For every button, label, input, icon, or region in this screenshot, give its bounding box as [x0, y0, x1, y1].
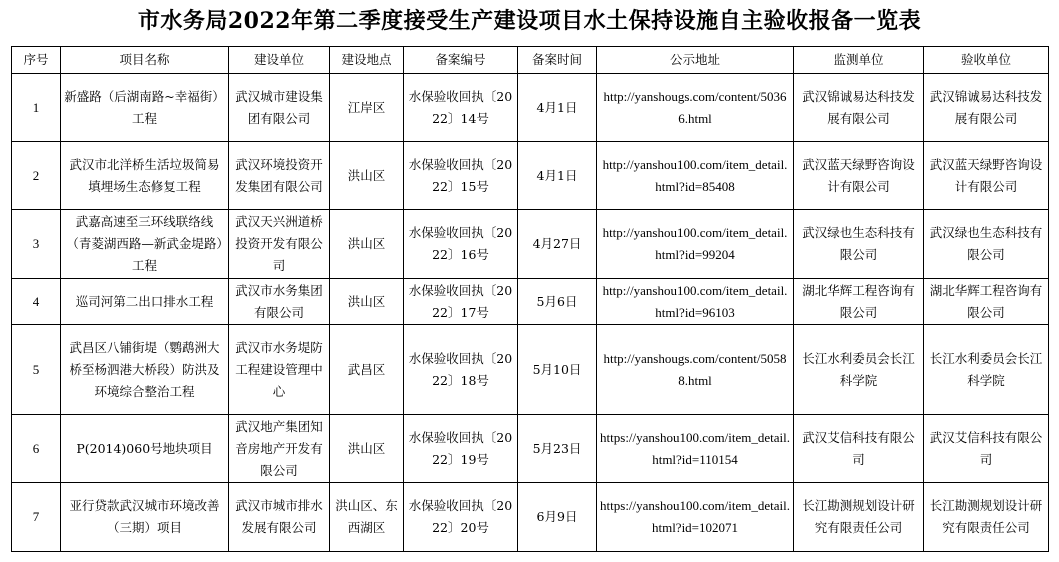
- cell-public-url[interactable]: http://yanshougs.com/content/50588.html: [597, 325, 794, 415]
- cell-public-url[interactable]: http://yanshougs.com/content/50366.html: [597, 74, 794, 142]
- cell-location: 洪山区: [330, 415, 404, 483]
- header-no: 序号: [12, 47, 61, 74]
- cell-builder: 武汉市水务堤防工程建设管理中心: [229, 325, 330, 415]
- cell-monitor-unit: 湖北华辉工程咨询有限公司: [794, 279, 924, 325]
- cell-location: 洪山区: [330, 210, 404, 279]
- cell-builder: 武汉天兴洲道桥投资开发有限公司: [229, 210, 330, 279]
- cell-acceptance-unit: 武汉蓝天绿野咨询设计有限公司: [924, 142, 1049, 210]
- cell-acceptance-unit: 长江水利委员会长江科学院: [924, 325, 1049, 415]
- cell-location: 洪山区: [330, 142, 404, 210]
- cell-public-url[interactable]: http://yanshou100.com/item_detail.html?id=85408: [597, 142, 794, 210]
- table-row: [12, 279, 1049, 325]
- cell-location: 武昌区: [330, 325, 404, 415]
- cell-acceptance-unit: 武汉艾信科技有限公司: [924, 415, 1049, 483]
- table-row: [12, 74, 1049, 142]
- cell-project-name: 新盛路（后湖南路~幸福街）工程: [61, 74, 229, 142]
- header-record-date: 备案时间: [518, 47, 597, 74]
- cell-monitor-unit: 武汉绿也生态科技有限公司: [794, 210, 924, 279]
- cell-record-date: 6月9日: [518, 483, 597, 552]
- cell-row-number: 2: [12, 142, 61, 210]
- cell-location: 洪山区、东西湖区: [330, 483, 404, 552]
- cell-record-date: 5月23日: [518, 415, 597, 483]
- cell-record-date: 5月10日: [518, 325, 597, 415]
- cell-builder: 武汉环境投资开发集团有限公司: [229, 142, 330, 210]
- cell-acceptance-unit: 湖北华辉工程咨询有限公司: [924, 279, 1049, 325]
- cell-location: 江岸区: [330, 74, 404, 142]
- cell-monitor-unit: 武汉蓝天绿野咨询设计有限公司: [794, 142, 924, 210]
- header-monitor: 监测单位: [794, 47, 924, 74]
- cell-acceptance-unit: 武汉绿也生态科技有限公司: [924, 210, 1049, 279]
- cell-public-url[interactable]: https://yanshou100.com/item_detail.html?id=102071: [597, 483, 794, 552]
- cell-project-name: 亚行贷款武汉城市环境改善（三期）项目: [61, 483, 229, 552]
- cell-record-number: 水保验收回执〔2022〕16号: [404, 210, 518, 279]
- cell-builder: 武汉地产集团知音房地产开发有限公司: [229, 415, 330, 483]
- cell-builder: 武汉市水务集团有限公司: [229, 279, 330, 325]
- cell-monitor-unit: 长江勘测规划设计研究有限责任公司: [794, 483, 924, 552]
- cell-project-name: 武汉市北洋桥生活垃圾简易填埋场生态修复工程: [61, 142, 229, 210]
- table-row: [12, 142, 1049, 210]
- cell-record-number: 水保验收回执〔2022〕19号: [404, 415, 518, 483]
- cell-record-number: 水保验收回执〔2022〕17号: [404, 279, 518, 325]
- cell-builder: 武汉市城市排水发展有限公司: [229, 483, 330, 552]
- header-row: [12, 47, 1049, 74]
- cell-monitor-unit: 长江水利委员会长江科学院: [794, 325, 924, 415]
- cell-project-name: P(2014)060号地块项目: [61, 415, 229, 483]
- header-url: 公示地址: [597, 47, 794, 74]
- cell-location: 洪山区: [330, 279, 404, 325]
- page-title: 市水务局2022年第二季度接受生产建设项目水土保持设施自主验收报备一览表: [137, 8, 922, 34]
- table-row: [12, 483, 1049, 552]
- cell-record-date: 4月1日: [518, 142, 597, 210]
- table-row: [12, 210, 1049, 279]
- cell-monitor-unit: 武汉锦诚易达科技发展有限公司: [794, 74, 924, 142]
- cell-row-number: 6: [12, 415, 61, 483]
- cell-record-number: 水保验收回执〔2022〕15号: [404, 142, 518, 210]
- cell-record-date: 4月1日: [518, 74, 597, 142]
- header-builder: 建设单位: [229, 47, 330, 74]
- cell-public-url[interactable]: http://yanshou100.com/item_detail.html?id=99204: [597, 210, 794, 279]
- table-row: [12, 325, 1049, 415]
- record-table: [11, 46, 1049, 552]
- cell-record-number: 水保验收回执〔2022〕14号: [404, 74, 518, 142]
- cell-row-number: 1: [12, 74, 61, 142]
- cell-builder: 武汉城市建设集团有限公司: [229, 74, 330, 142]
- cell-project-name: 武昌区八铺街堤（鹦鹉洲大桥至杨泗港大桥段）防洪及环境综合整治工程: [61, 325, 229, 415]
- cell-record-date: 5月6日: [518, 279, 597, 325]
- header-project-name: 项目名称: [61, 47, 229, 74]
- cell-monitor-unit: 武汉艾信科技有限公司: [794, 415, 924, 483]
- cell-project-name: 武嘉高速至三环线联络线（青菱湖西路—新武金堤路）工程: [61, 210, 229, 279]
- cell-public-url[interactable]: http://yanshou100.com/item_detail.html?id=96103: [597, 279, 794, 325]
- header-location: 建设地点: [330, 47, 404, 74]
- cell-project-name: 巡司河第二出口排水工程: [61, 279, 229, 325]
- cell-record-number: 水保验收回执〔2022〕18号: [404, 325, 518, 415]
- table-row: [12, 415, 1049, 483]
- cell-public-url[interactable]: https://yanshou100.com/item_detail.html?id=110154: [597, 415, 794, 483]
- cell-row-number: 4: [12, 279, 61, 325]
- cell-record-number: 水保验收回执〔2022〕20号: [404, 483, 518, 552]
- header-acceptor: 验收单位: [924, 47, 1049, 74]
- cell-row-number: 3: [12, 210, 61, 279]
- cell-acceptance-unit: 武汉锦诚易达科技发展有限公司: [924, 74, 1049, 142]
- cell-record-date: 4月27日: [518, 210, 597, 279]
- cell-row-number: 7: [12, 483, 61, 552]
- header-record-no: 备案编号: [404, 47, 518, 74]
- cell-row-number: 5: [12, 325, 61, 415]
- cell-acceptance-unit: 长江勘测规划设计研究有限责任公司: [924, 483, 1049, 552]
